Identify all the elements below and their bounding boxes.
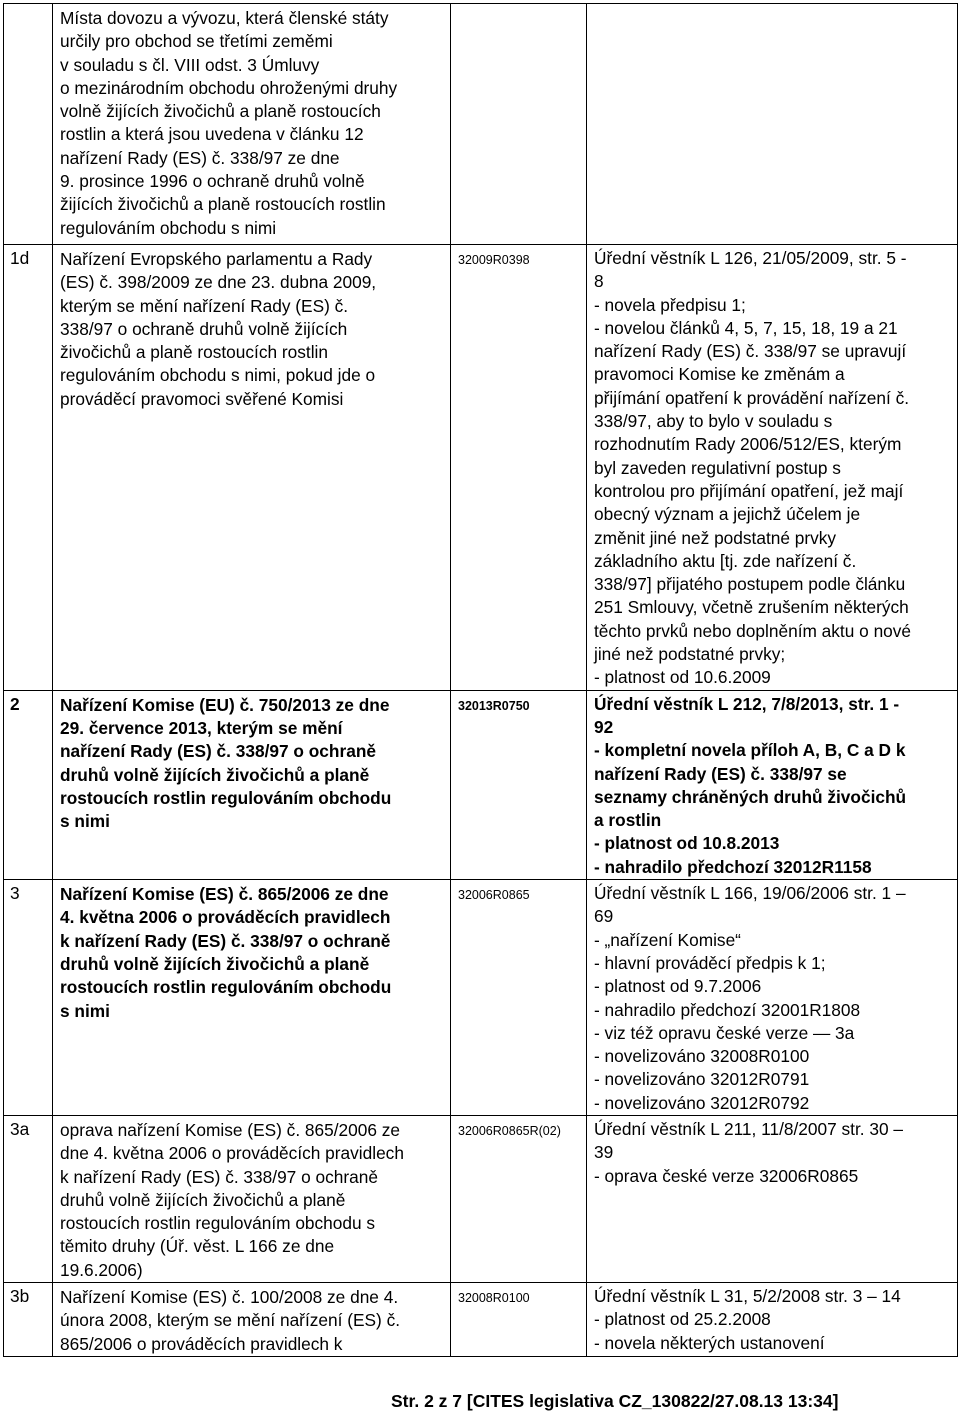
- row-celex-cell: [451, 245, 587, 691]
- row-title: Nařízení Komise (ES) č. 100/2008 ze dne 4. února 2008, kterým se mění nařízení (ES) č. 865/2006 o prováděcích pravidlech k: [60, 1287, 401, 1354]
- row-celex-cell: [451, 880, 587, 1116]
- row-id-cell: [4, 1115, 53, 1282]
- row-title: oprava nařízení Komise (ES) č. 865/2006 ze dne 4. května 2006 o prováděcích pravidlech k nařízení Rady (ES) č. 338/97 o ochraně druhů volně žijících živočichů a planě rostoucích rostlin regulováním obchodu s těmito druhy (Úř. věst. L 166 ze dne 19.6.2006): [60, 1119, 404, 1280]
- row-id: 2: [10, 693, 20, 714]
- row-source-cell: [587, 690, 958, 879]
- row-title: Nařízení Komise (EU) č. 750/2013 ze dne 29. července 2013, kterým se mění nařízení Rady (ES) č. 338/97 o ochraně druhů volně žijících živočichů a planě rostoucích rostlin regulováním obchodu s nimi: [60, 694, 392, 832]
- row-source: Úřední věstník L 212, 7/8/2013, str. 1 - 92 - kompletní novela příloh A, B, C a D k nařízení Rady (ES) č. 338/97 se seznamy chráněných druhů živočichů a rostlin - platnost od 10.8.2013 - nahradilo předchozí 32012R1158: [594, 693, 907, 877]
- row-source-cell: [587, 1115, 958, 1282]
- page-footer: Str. 2 z 7 [CITES legislativa CZ_130822/27.08.13 13:34]: [391, 1391, 839, 1411]
- row-source-cell: [587, 1283, 958, 1357]
- row-id-cell: [4, 1283, 53, 1357]
- row-title-cell: [53, 1115, 451, 1282]
- row-celex-cell: [451, 1115, 587, 1282]
- row-title-cell: [53, 690, 451, 879]
- row-id: 3a: [10, 1118, 30, 1139]
- row-title: Nařízení Komise (ES) č. 865/2006 ze dne 4. května 2006 o prováděcích pravidlech k nařízení Rady (ES) č. 338/97 o ochraně druhů volně žijících živočichů a planě rostoucích rostlin regulováním obchodu s nimi: [60, 884, 392, 1021]
- row-id: [4, 4, 52, 6]
- row-source: Úřední věstník L 166, 19/06/2006 str. 1 – 69 - „nařízení Komise“ - hlavní prováděcí předpis k 1; - platnost od 9.7.2006 - nahradilo předchozí 32001R1808 - viz též opravu české verze — 3a - novelizováno 32008R0100 - novelizováno 32012R0791 - novelizováno 32012R0792: [594, 883, 906, 1113]
- row-source-cell: [587, 880, 958, 1116]
- row-id-cell: [4, 690, 53, 879]
- row-source: Úřední věstník L 211, 11/8/2007 str. 30 – 39 - oprava české verze 32006R0865: [594, 1118, 904, 1186]
- row-source-cell: [587, 245, 958, 691]
- row-source-cell: [587, 4, 958, 245]
- table-row: [4, 245, 958, 691]
- row-celex-cell: [451, 1283, 587, 1357]
- row-title: Nařízení Evropského parlamentu a Rady (ES) č. 398/2009 ze dne 23. dubna 2009, kterým se mění nařízení Rady (ES) č. 338/97 o ochraně druhů volně žijících živočichů a planě rostoucích rostlin regulováním obchodu s nimi, pokud jde o prováděcí pravomoci svěřené Komisi: [60, 249, 377, 409]
- row-id-cell: [4, 4, 53, 245]
- row-source: [587, 4, 957, 6]
- table-row: [4, 690, 958, 879]
- row-title-cell: [53, 880, 451, 1116]
- row-source: Úřední věstník L 31, 5/2/2008 str. 3 – 14 - platnost od 25.2.2008 - novela některých ustanovení: [594, 1286, 901, 1353]
- row-celex-cell: [451, 4, 587, 245]
- row-id: 3b: [10, 1286, 30, 1307]
- row-id-cell: [4, 245, 53, 691]
- row-source: Úřední věstník L 126, 21/05/2009, str. 5 - 8 - novela předpisu 1; - novelou článků 4, 5, 7, 15, 18, 19 a 21 nařízení Rady (ES) č. 338/97 se upravují pravomoci Komise ke změnám a přijímání opatření k provádění nařízení č. 338/97, aby to bylo v souladu s rozhodnutím Rady 2006/512/ES, kterým byl zaveden regulativní postup s kontrolou pro přijímání opatření, jež mají obecný význam a jejichž účelem je změnit jiné než podstatné prvky základního aktu [tj. zde nařízení č. 338/97] přijatého postupem podle článku 251 Smlouvy, včetně zrušením některých těchto prvků nebo doplněním aktu o nové jiné než podstatné prvky; - platnost od 10.6.2009: [594, 248, 912, 688]
- row-celex: 32009R0398: [458, 253, 530, 267]
- row-id-cell: [4, 880, 53, 1116]
- table-row: [4, 1283, 958, 1357]
- row-id: 3: [10, 883, 20, 904]
- table-row: [4, 1115, 958, 1282]
- row-title-cell: [53, 1283, 451, 1357]
- row-celex: [451, 4, 586, 10]
- row-celex: 32008R0100: [458, 1291, 530, 1306]
- table-row: [4, 880, 958, 1116]
- table-row: [4, 4, 958, 245]
- row-celex-cell: [451, 690, 587, 879]
- row-title-cell: [53, 245, 451, 691]
- row-celex: 32006R0865: [458, 888, 530, 903]
- row-celex: 32006R0865R(02): [458, 1123, 561, 1138]
- row-celex: 32013R0750: [458, 698, 530, 713]
- row-title: Místa dovozu a vývozu, která členské státy určily pro obchod se třetími zeměmi v souladu s čl. VIII odst. 3 Úmluvy o mezinárodním obchodu ohroženými druhy volně žijících živočichů a planě rostoucích rostlin a která jsou uvedena v článku 12 nařízení Rady (ES) č. 338/97 ze dne 9. prosince 1996 o ochraně druhů volně žijících živočichů a planě rostoucích rostlin regulováním obchodu s nimi: [60, 8, 398, 238]
- legislation-table: [3, 3, 958, 1357]
- row-id: 1d: [10, 248, 30, 268]
- row-title-cell: [53, 4, 451, 245]
